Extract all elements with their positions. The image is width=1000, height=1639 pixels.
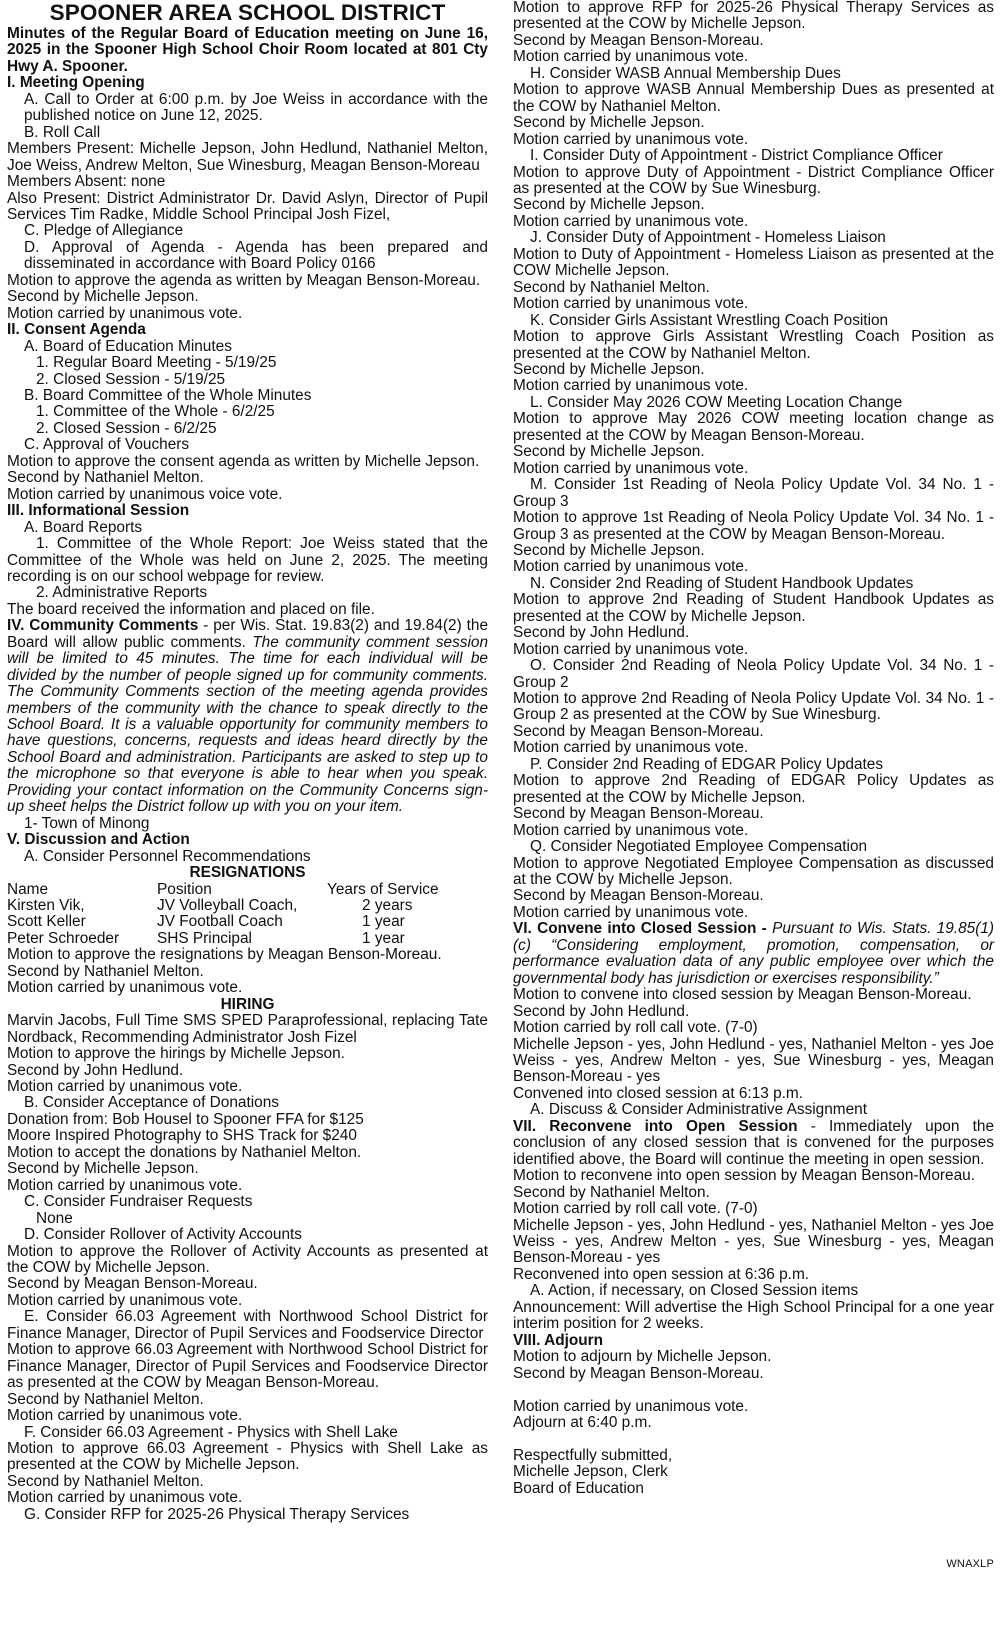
spacer <box>513 1382 994 1398</box>
second: Second by Nathaniel Melton. <box>7 962 204 980</box>
motion: Motion to approve 2nd Reading of Neola Policy Update Vol. 34 No. 1 - Group 2 as presented at the COW by Sue Winesburg. <box>513 690 994 724</box>
motion: Motion to approve 2nd Reading of Student Handbook Updates as presented at the COW by Michelle Jepson. <box>513 591 994 625</box>
carried: Motion carried by unanimous vote. <box>513 739 749 757</box>
resignations-table <box>7 882 488 948</box>
second: Second by Meagan Benson-Moreau. <box>513 805 764 823</box>
item: C. Approval of Vouchers <box>24 436 190 454</box>
carried: Motion carried by unanimous vote. <box>7 1291 243 1309</box>
carried: Motion carried by unanimous vote. <box>513 295 749 313</box>
motion: Motion to approve 66.03 Agreement with Northwood School District for Finance Manager, Director of Pupil Services and Foodservice Director as presented at the COW by Meagan Benson-Moreau. <box>7 1341 488 1392</box>
item: 2. Administrative Reports <box>36 584 208 602</box>
motion: Motion to approve Negotiated Employee Compensation as discussed at the COW by Michelle Jepson. <box>513 854 994 889</box>
item: J. Consider Duty of Appointment - Homeless Liaison <box>530 229 886 247</box>
spacer <box>513 1431 994 1447</box>
item: B. Board Committee of the Whole Minutes <box>24 386 312 404</box>
second: Second by Nathaniel Melton. <box>513 1183 710 1201</box>
text: Convened into closed session at 6:13 p.m. <box>513 1084 804 1102</box>
table-row <box>7 914 488 930</box>
signature-line: Respectfully submitted, <box>513 1446 673 1464</box>
item: A. Action, if necessary, on Closed Session items <box>530 1282 859 1300</box>
item: C. Consider Fundraiser Requests <box>24 1193 253 1211</box>
motion: Motion to reconvene into open session by Meagan Benson-Moreau. <box>513 1167 976 1185</box>
item: A. Call to Order at 6:00 p.m. by Joe Weiss in accordance with the published notice on June 12, 2025. <box>24 90 488 125</box>
cell: SHS Principal <box>157 929 252 947</box>
second: Second by Nathaniel Melton. <box>7 1390 204 1408</box>
item: H. Consider WASB Annual Membership Dues <box>530 64 841 82</box>
page-title: SPOONER AREA SCHOOL DISTRICT <box>49 0 446 25</box>
section-heading: III. Informational Session <box>7 502 190 520</box>
item: E. Consider 66.03 Agreement with Northwood School District for Finance Manager, Director of Pupil Services and Foodservice Director <box>7 1308 488 1342</box>
cell: Kirsten Vik, <box>7 897 85 915</box>
carried: Motion carried by unanimous vote. <box>513 130 749 148</box>
item: 1- Town of Minong <box>24 814 150 832</box>
announcement: Announcement: Will advertise the High School Principal for a one year interim position for 2 weeks. <box>513 1298 994 1333</box>
item: P. Consider 2nd Reading of EDGAR Policy Updates <box>530 755 884 773</box>
column-header: Position <box>157 880 212 898</box>
section-heading: VII. Reconvene into Open Session <box>513 1117 798 1135</box>
item: 1. Committee of the Whole Report: Joe Weiss stated that the Committee of the Whole was held on June 2, 2025. The meeting recording is on our school webpage for review. <box>7 535 488 585</box>
item: 2. Closed Session - 6/2/25 <box>36 419 217 437</box>
text: - per Wis. Stat. 19.83(2) and 19.84(2) the Board will allow public comments. <box>7 617 489 651</box>
second: Second by Meagan Benson-Moreau. <box>513 1364 764 1382</box>
cell: JV Volleyball Coach, <box>157 897 298 915</box>
signature-line: Michelle Jepson, Clerk <box>513 1463 668 1481</box>
text: Marvin Jacobs, Full Time SMS SPED Paraprofessional, replacing Tate Nordback, Recommending Administrator Josh Fizel <box>7 1012 488 1046</box>
second: Second by Nathaniel Melton. <box>7 469 204 487</box>
item: C. Pledge of Allegiance <box>24 222 184 240</box>
second: Second by Nathaniel Melton. <box>7 1472 204 1490</box>
text: Reconvened into open session at 6:36 p.m. <box>513 1265 810 1283</box>
text: Moore Inspired Photography to SHS Track for $240 <box>7 1127 357 1145</box>
motion: Motion to approve May 2026 COW meeting location change as presented at the COW by Meagan Benson-Moreau. <box>513 410 994 444</box>
carried: Motion carried by unanimous vote. <box>513 903 749 921</box>
text: Donation from: Bob Housel to Spooner FFA for $125 <box>7 1110 364 1128</box>
second: Second by Michelle Jepson. <box>513 114 705 132</box>
item: O. Consider 2nd Reading of Neola Policy Update Vol. 34 No. 1 - Group 2 <box>513 657 994 691</box>
second: Second by Michelle Jepson. <box>513 196 705 214</box>
second: Second by Meagan Benson-Moreau. <box>513 722 764 740</box>
second: Second by Meagan Benson-Moreau. <box>513 887 764 905</box>
carried: Motion carried by unanimous vote. <box>513 1397 749 1415</box>
second: Second by Michelle Jepson. <box>7 288 199 306</box>
second: Second by John Hedlund. <box>7 1061 184 1079</box>
cell: 2 years <box>362 897 413 915</box>
second: Second by John Hedlund. <box>513 624 690 642</box>
motion: Motion to approve RFP for 2025-26 Physical Therapy Services as presented at the COW by Michelle Jepson. <box>513 0 994 33</box>
item: B. Roll Call <box>24 123 101 141</box>
right-column <box>513 0 994 1497</box>
column-header: Name <box>7 880 49 898</box>
cell: 1 year <box>362 929 405 947</box>
second: Second by Michelle Jepson. <box>7 1160 199 1178</box>
motion: Motion to approve WASB Annual Membership Dues as presented at the COW by Nathaniel Melton. <box>513 81 994 115</box>
item: None <box>36 1209 73 1227</box>
carried: Motion carried by roll call vote. (7-0) <box>513 1019 758 1037</box>
second: Second by Meagan Benson-Moreau. <box>7 1275 258 1293</box>
second: Second by Meagan Benson-Moreau. <box>513 31 764 49</box>
carried: Motion carried by unanimous vote. <box>513 48 749 66</box>
item: A. Board Reports <box>24 518 143 536</box>
table-row <box>7 898 488 914</box>
carried: Motion carried by unanimous vote. <box>7 1407 243 1425</box>
motion: Motion to approve Duty of Appointment - District Compliance Officer as presented at the COW by Sue Winesburg. <box>513 163 994 197</box>
item: G. Consider RFP for 2025-26 Physical Therapy Services <box>24 1505 410 1523</box>
item: M. Consider 1st Reading of Neola Policy Update Vol. 34 No. 1 - Group 3 <box>513 476 994 510</box>
item: D. Consider Rollover of Activity Accounts <box>24 1226 302 1244</box>
motion: Motion to approve 1st Reading of Neola Policy Update Vol. 34 No. 1 - Group 3 as presented at the COW by Meagan Benson-Moreau. <box>513 509 994 543</box>
second: Second by Nathaniel Melton. <box>513 278 710 296</box>
community-comments <box>7 618 488 815</box>
motion: Motion to accept the donations by Nathaniel Melton. <box>7 1143 362 1161</box>
motion: Motion to approve the agenda as written by Meagan Benson-Moreau. <box>7 271 481 289</box>
cell: Scott Keller <box>7 913 86 931</box>
motion: Motion to approve Girls Assistant Wrestling Coach Position as presented at the COW by Nathaniel Melton. <box>513 328 994 362</box>
left-column <box>7 0 488 1523</box>
item: D. Approval of Agenda - Agenda has been prepared and disseminated in accordance with Board Policy 0166 <box>24 238 488 273</box>
carried: Motion carried by unanimous vote. <box>7 1078 243 1095</box>
carried: Motion carried by unanimous vote. <box>7 979 243 997</box>
table-header-row <box>7 882 488 898</box>
carried: Motion carried by unanimous vote. <box>513 821 749 839</box>
text: The community comment session will be limited to 45 minutes. The time for each individual will be divided by the number of people signed up for community comments. The Community Comments section of the meeting agenda provides members of the community with the chance to speak directly to the School Board. It is a valuable opportunity for community members to have questions, concerns, requests and ideas heard directly by the School Board and administration. Participants are asked to step up to the microphone so that everyone is able to hear when you speak. Providing your contact information on the Community Concerns sign-up sheet helps the District follow up with you on your item. <box>7 633 489 816</box>
section-heading: VI. Convene into Closed Session - <box>513 920 773 938</box>
signature-line: Board of Education <box>513 1479 644 1497</box>
cell: 1 year <box>362 913 405 931</box>
text: - Immediately upon the conclusion of any closed session that is convened for the purposes identified above, the Board will continue the meeting in open session. <box>513 1117 995 1168</box>
notice-code: WNAXLP <box>946 1558 994 1570</box>
second: Second by Michelle Jepson. <box>513 541 705 559</box>
roll-call: Michelle Jepson - yes, John Hedlund - yes, Nathaniel Melton - yes Joe Weiss - yes, Andrew Melton - yes, Sue Winesburg - yes, Meagan Benson-Moreau - yes <box>513 1035 994 1086</box>
carried: Motion carried by unanimous vote. <box>7 1176 243 1194</box>
carried: Motion carried by unanimous vote. <box>7 304 243 322</box>
carried: Motion carried by unanimous vote. <box>513 377 749 395</box>
text: Also Present: District Administrator Dr. David Aslyn, Director of Pupil Services Tim Radke, Middle School Principal Josh Fizel, <box>7 189 488 223</box>
carried: Motion carried by unanimous vote. <box>513 459 749 477</box>
motion: Motion to approve 66.03 Agreement - Physics with Shell Lake as presented at the COW by Michelle Jepson. <box>7 1439 488 1474</box>
table-row <box>7 931 488 947</box>
item: L. Consider May 2026 COW Meeting Location Change <box>530 393 903 411</box>
item: 1. Committee of the Whole - 6/2/25 <box>36 403 275 421</box>
item: B. Consider Acceptance of Donations <box>24 1094 279 1112</box>
motion: Motion to approve the consent agenda as written by Michelle Jepson. <box>7 452 480 470</box>
item: N. Consider 2nd Reading of Student Handbook Updates <box>530 574 914 592</box>
motion: Motion to approve 2nd Reading of EDGAR Policy Updates as presented at the COW by Michelle Jepson. <box>513 772 994 806</box>
motion: Motion to approve the hirings by Michelle Jepson. <box>7 1045 345 1063</box>
text: Members Present: Michelle Jepson, John Hedlund, Nathaniel Melton, Joe Weiss, Andrew Melton, Sue Winesburg, Meagan Benson-Moreau <box>7 140 488 174</box>
item: F. Consider 66.03 Agreement - Physics with Shell Lake <box>24 1423 398 1441</box>
motion: Motion to convene into closed session by Meagan Benson-Moreau. <box>513 986 972 1004</box>
item: 1. Regular Board Meeting - 5/19/25 <box>36 354 277 372</box>
item: 2. Closed Session - 5/19/25 <box>36 370 226 388</box>
cell: Peter Schroeder <box>7 929 120 947</box>
cell: JV Football Coach <box>157 913 283 931</box>
item: A. Consider Personnel Recommendations <box>24 847 311 865</box>
section-heading: VIII. Adjourn <box>513 1331 604 1349</box>
carried: Motion carried by unanimous vote. <box>7 1489 243 1507</box>
second: Second by John Hedlund. <box>513 1002 690 1020</box>
roll-call: Michelle Jepson - yes, John Hedlund - yes, Nathaniel Melton - yes Joe Weiss - yes, Andrew Melton - yes, Sue Winesburg - yes, Meagan Benson-Moreau - yes <box>513 1216 994 1267</box>
intro: Minutes of the Regular Board of Education meeting on June 16, 2025 in the Spooner High School Choir Room located at 801 Cty Hwy A. Spooner. <box>7 25 488 75</box>
hiring-heading: HIRING <box>220 995 275 1013</box>
item: I. Consider Duty of Appointment - District Compliance Officer <box>530 147 943 165</box>
text: Pursuant to Wis. Stats. 19.85(1)(c) “Considering employment, promotion, compensation, or performance evaluation data of any public employee over which the governmental body has jurisdiction or exercises responsibility.” <box>513 920 995 987</box>
section-heading: I. Meeting Opening <box>7 74 145 92</box>
carried: Motion carried by roll call vote. (7-0) <box>513 1200 758 1218</box>
item: Q. Consider Negotiated Employee Compensation <box>530 838 868 856</box>
text: The board received the information and placed on file. <box>7 600 375 618</box>
item: A. Discuss & Consider Administrative Assignment <box>530 1101 868 1119</box>
section-heading: V. Discussion and Action <box>7 831 190 849</box>
section-heading: IV. Community Comments <box>7 617 199 635</box>
motion: Motion to Duty of Appointment - Homeless Liaison as presented at the COW Michelle Jepson. <box>513 245 994 280</box>
adjourn-time: Adjourn at 6:40 p.m. <box>513 1413 652 1431</box>
motion: Motion to approve the resignations by Meagan Benson-Moreau. <box>7 946 442 964</box>
motion: Motion to approve the Rollover of Activity Accounts as presented at the COW by Michelle Jepson. <box>7 1242 488 1276</box>
section-heading: II. Consent Agenda <box>7 321 146 339</box>
carried: Motion carried by unanimous vote. <box>513 212 749 230</box>
motion: Motion to adjourn by Michelle Jepson. <box>513 1348 772 1366</box>
item: K. Consider Girls Assistant Wrestling Coach Position <box>530 311 889 329</box>
second: Second by Michelle Jepson. <box>513 443 705 461</box>
carried: Motion carried by unanimous voice vote. <box>7 485 283 503</box>
column-header: Years of Service <box>327 880 439 898</box>
item: A. Board of Education Minutes <box>24 337 232 355</box>
closed-session <box>513 921 994 987</box>
resignations-heading: RESIGNATIONS <box>189 864 306 882</box>
carried: Motion carried by unanimous vote. <box>513 558 749 576</box>
carried: Motion carried by unanimous vote. <box>513 640 749 658</box>
open-session <box>513 1119 994 1168</box>
text: Members Absent: none <box>7 173 166 191</box>
second: Second by Michelle Jepson. <box>513 360 705 378</box>
